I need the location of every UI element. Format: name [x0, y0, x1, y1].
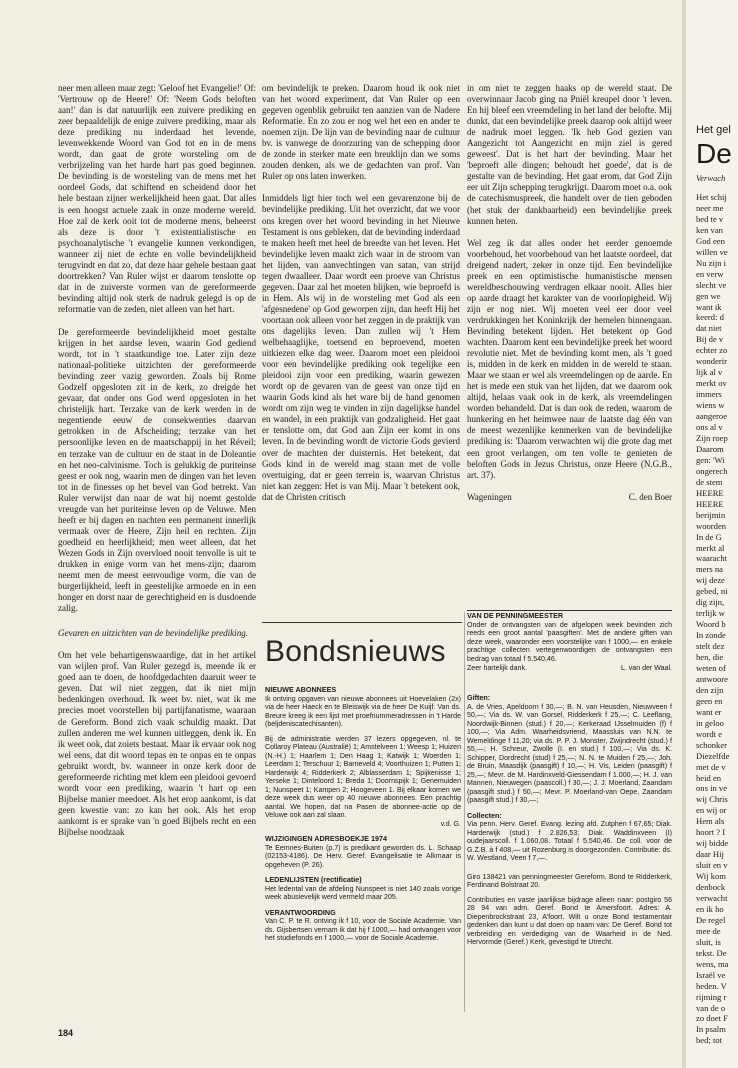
bondsnieuws-column [265, 680, 461, 950]
facing-page-line: want er [696, 706, 722, 717]
news-text: Ik ontving opgaven van nieuwe abonnees uit Hoevelaken (2x) via de heer Haeck en te Bleiswijk via de heer De Kuijf. Van ds. Breure kreeg ik een lijst met proefnummeradressen in 't Harde (beljdeniscatechisanten). [265, 695, 461, 728]
facing-page-line: denbock [696, 882, 726, 893]
facing-page-text [696, 192, 729, 1046]
facing-page-line: keerd: d [696, 312, 724, 323]
penningmeester-header [467, 612, 672, 674]
facing-page-line: In de G [696, 531, 722, 542]
facing-page-line: geen en [696, 695, 723, 706]
facing-page-line: zo doet F [696, 1013, 728, 1024]
news-heading: NIEUWE ABONNEES [265, 685, 337, 694]
facing-page-line: gen: 'Wi [696, 454, 725, 465]
news-text: Onder de ontvangsten van de afgelopen week bevinden zich reeds een groot aantal 'paasgiften'. Met de andere giften van deze week, waaronder een voorstelijke van f 1000,— en enkele prachtige collecten vertegenwoordigen de ontvangsten een bedrag van totaal f 5.540,46. [467, 621, 672, 663]
facing-page-line: Israël ve [696, 969, 726, 980]
article-paragraph: Wel zeg ik dat alles onder het eerder genoemde voorbehoud, het voorbehoud van het laatste oordeel, dat dreigend nadert, zeker in onze tijd. Een bevindelijke preek en een optimistische humanistische mensen wereldbeschouwing verdragen elkaar nooit. Alles hier op aarde draagt het karakter van de voorlopigheid. Wij zijn er nog niet. Wij moeten veel eer door veel verdrukkingen het Koninkrijk der hemelen binnengaan. Bevinding betekent lijden. Het betekent op God wachten. Daarom kent een bevindelijke preek het woord revolutie niet. Met de bevinding komt men, als 't goed is, midden in de kerk en midden in de wereld te staan. Maar we staan er wel als vreemdelingen op de aarde. En het is mede een stuk van het lijden, dat we daarom ook altijd, helaas vaak ook in de kerk, als vreemdelingen worden behandeld. Dat is dan ook de reden, waarom de hunkering en het heimwee naar de laatste dag één van de meest wezenlijke kenmerken van de bevindelijke prediking is: 'Daarom verwachten wij die grote dag met een groot verlangen, om ten volle te genieten de beloften Gods in Jezus Christus, onze Heere (N.G.B., art. 37). [467, 237, 672, 480]
facing-page-line: Daarom [696, 443, 724, 454]
facing-page-line: tekst. De [696, 947, 727, 958]
facing-page-line: HEERE [696, 487, 724, 498]
facing-page-line: in geloo [696, 717, 724, 728]
article-paragraph: Om het vele behartigenswaardige, dat in het artikel van wijlen prof. Van Ruler gezegd is, meende ik er goed aan te doen, de hoofdgedachten daaruit weer te geven. Dat wil niet zeggen, dat ik niet mijn bedenkingen overhoud. Ik weet bv. niet, wat ik me precies moet voorstellen bij partijfanatisme, waaraan de Gereform. Bond zich vaak schuldig maakt. Dat zullen anderen me wel kunnen uitleggen, denk ik. En ik weet ook, dat zoiets bestaat. Maar ik ervaar ook nog wel eens, dat dit woord tepas en te onpas en te onpas gebruikt wordt, bv. wanneer in onze kerk door de gereformeerde richting met klem een pleidooi gevoerd wordt voor een prediking, waarin 't hart op een Bijbelse manier meedoet. Als het erop aankomt, is dat geen kwestie van: zo kan het ook. Als het erop aankomt is er sprake van 'n goed Bijbels recht en een Bijbelse noodzaak [58, 650, 256, 837]
signature-name: C. den Boer [628, 491, 672, 502]
article-column-2 [262, 83, 460, 514]
facing-page-line: merkt ov [696, 378, 727, 389]
facing-page-line: In zonde [696, 630, 726, 641]
news-heading: WIJZIGINGEN ADRESBOEKJE 1974 [265, 834, 387, 843]
facing-page-line: Bij de v [696, 334, 724, 345]
facing-page-line: Diezelfde [696, 750, 730, 761]
facing-page-line: dig zijn, [696, 597, 725, 608]
news-text: Van C. P. te R. ontving ik f 10, voor de Sociale Academie. Van ds. Gijsbertsen vernam ik dat hij f 1000,— had ontvangen voor het studiefonds en f 1000,— voor de Sociale Academie. [265, 918, 461, 942]
facing-page-line: HEERE [696, 498, 724, 509]
page-number: 184 [58, 1028, 74, 1038]
facing-page-line: sluit en v [696, 860, 728, 871]
thanks-text: Zeer hartelijk dank. [467, 665, 527, 672]
facing-page-line: daar Hij [696, 849, 724, 860]
facing-page-line: Het schij [696, 192, 727, 202]
facing-page-line: wij deze [696, 575, 725, 586]
news-heading: Giften: [467, 693, 491, 702]
facing-page-line: ongerech [696, 465, 728, 476]
facing-page-line: en ik ho [696, 903, 724, 914]
facing-page-line: met de v [696, 761, 726, 772]
facing-page-line: de stem [696, 476, 723, 487]
facing-page-line: want ik [696, 301, 722, 312]
facing-page-line: Woord b [696, 619, 726, 630]
facing-page-line: wonderir [696, 356, 728, 367]
article-signature [467, 492, 672, 503]
facing-page-line: In psalm [696, 1024, 726, 1035]
section-title: Bondsnieuws [265, 635, 446, 668]
facing-page-line: heid en [696, 772, 722, 783]
facing-page-kop: Het gel [696, 124, 731, 136]
facing-page-line: hoort ? I [696, 827, 726, 838]
news-text: Giro 138421 van penningmeester Gereform. Bond te Ridderkerk, Ferdinand Bolstraat 20. [467, 873, 672, 889]
article-column-3 [467, 83, 672, 503]
facing-page-subtitle: Verwach [696, 173, 726, 183]
news-heading: VERANTWOORDING [265, 907, 336, 917]
facing-page-line: wiens w [696, 400, 725, 411]
facing-page-line: ken van [696, 224, 723, 235]
facing-page-line: verwacht [696, 893, 728, 903]
news-initials: v.d. G. [440, 820, 461, 828]
article-subheading: Gevaren en uitzichten van de bevindelijke prediking. [58, 628, 248, 639]
facing-page-line: van de o [696, 1002, 726, 1013]
news-text: Bij de administratie werden 37 lezers opgegeven, nl. te Collaroy Plateau (Australië) 1; Amstelveen 1; Weesp 1; Huizen (N.-H.) 1; Haarlem 1; Den Haag 1; Katwijk 1; Woerden 1; Leerdam 1; Terschuur 1; Barneveld 4; Voorthuizen 1; Putten 1; Harderwijk 4; Ridderkerk 2; Alblasserdam 1; Spijkenisse 1; Yerseke 1; Dinteloord 1; Breda 1; Doornspijk 1; Genemuiden 1; Nunspeet 1; Kampen 2; Hoogeveen 1. Bij elkaar komen we deze week dus weer op 40 nieuwe abonnees. Een prachtig aantal. We hopen, dat na Pasen de abonnee-actie op de Veluwe ook aan zal slaan. [265, 735, 461, 819]
facing-page-line: gen we [696, 290, 721, 301]
facing-page-line: schonker [696, 739, 728, 750]
facing-page-line: wordt e [696, 728, 723, 739]
facing-page-line: dat niet [696, 323, 722, 334]
facing-page-line: aangeroe [696, 411, 728, 422]
facing-page-line: terlijk w [696, 608, 725, 619]
facing-page-line: ons in ve [696, 783, 728, 794]
facing-page-line: hen, die [696, 652, 724, 663]
facing-page-line: heden. V [696, 980, 727, 991]
facing-page-line: bed te v [696, 213, 724, 224]
facing-page-line: Zijn roep [696, 432, 728, 443]
facing-page-line: wij Chris [696, 794, 728, 805]
facing-page-line: antwoore [696, 673, 728, 684]
news-text: Via penn. Herv. Geref. Evang. lezing afd. Zutphen f 67,65; Diak. Harderwijk (stud.) f 2.826,53; Diak. Waddinxveen (I) oudejaarscoll. f 1.060,08. Totaal f 5.540,46. De coll. voor de G.Z.B. à f 408,— uit Rozenburg is doorgezonden. Contributie: ds. W. Westland, Veen f 7,—. [467, 821, 672, 862]
facing-page-line: lijk al v [696, 367, 723, 378]
facing-page-line: stelt dez [696, 641, 725, 652]
news-heading: Collecten: [467, 810, 502, 820]
signature-place: Wageningen [467, 491, 512, 502]
facing-page-line: merkt al [696, 542, 725, 553]
facing-page-line: immers [696, 389, 722, 400]
facing-page-line: neer me [696, 202, 724, 213]
facing-page-line: wij bidde [696, 838, 729, 849]
facing-page-line: en verw [696, 268, 724, 279]
divider [262, 622, 462, 623]
signed-text: L. van der Waal. [620, 665, 672, 672]
facing-page-line: ons al v [696, 422, 723, 433]
facing-page-line: sluit, is [696, 936, 721, 947]
facing-page-line: berijmin [696, 509, 726, 520]
news-text: Te Eemnes-Buiten (p.7) is predikant geworden ds. L. Schaap (02153-4186). De Herv. Geref. Evangelisatie te Alkmaar is opgeheven (P. 26). [265, 844, 461, 869]
facing-page-line: mee de [696, 925, 721, 936]
facing-page-line: woorden [696, 520, 727, 531]
article-paragraph: om bevindelijk te preken. Daarom houd ik ook niet van het woord experiment, dat Van Ruler op een gegeven ogenblik gebruikt ten aanzien van de Nadere Reformatie. En zo zou er nog wel het een en ander te noemen zijn. De lijn van de bevinding naar de cultuur bv. is vanwege de doorzuring van de schepping door de zonde in sterker mate een breuklijn dan we soms zouden denken, als we de gedachten van prof. Van Ruler op ons laten inwerken. [262, 83, 460, 182]
facing-page-line: Hem als [696, 816, 725, 827]
facing-page-line: slecht ve [696, 279, 727, 290]
facing-page-line: waaracht [696, 553, 728, 564]
facing-page-line: weten of [696, 662, 726, 673]
article-paragraph: Inmiddels ligt hier toch wel een gevarenzone bij de bevindelijke prediking. Uit het overzicht, dat we voor ons kregen over het woord bevinding in het Nieuwe Testament is ons gebleken, dat de bevinding inderdaad te maken heeft met heel de breedte van het leven. Het bevindelijke leven maakt zich waar in de stroom van het lijden, van aanvechtingen van satan, van strijd tegen dwaalleer. Daar wordt een proeve van Christus gegeven. Daar zal het moeten blijken, wie beproefd is in Hem. Als wij in de worsteling met God als een 'afgesnedene' op God geworpen zijn, dan heeft Hij het voortaan ook alleen voor het zeggen in de praktijk van ons dagelijks leven. Dan zullen wij 't Hem welbehaaglijke, toetsend en beproevend, moeten uitkiezen elke dag weer. Daarom moet een pleidooi voor een bevindelijke prediking ook tegelijke een pleidooi zijn voor een prediking, waarin gewezen wordt op de gevaren van de geest van onze tijd en waarin Gods kind als het ware bij de hand genomen wordt om zijn weg te vinden in zijn dagelijkse handel en wandel, in een praktijk van godzaligheid. Het gaat er tenslotte om, dat God aan Zijn eer komt in ons leven. In de bevinding wordt de victorie Gods gevierd over de machten der duisternis. Het betekent, dat Gods kind in de wereld mag staan met de volle overtuiging, dat er geen terrein is, waarvan Christus niet kan zeggen: Het is van Mij. Maar 't betekent ook, dat de Christen critisch [262, 193, 460, 502]
news-text: Contributies en vaste jaarlijkse bijdrage alleen naar: postgiro 56 28 94 van adm. Geref. Bond te Amersfoort. Adres: A. Diepenbrockstraat 23, A'foort. Wilt u onze Bond testamentair gedenken dan kunt u dat doen op naam van: De Geref. Bond tot verbreiding en verdediging van de Waarheid in de Ned. Hervormde (Geref.) Kerk, gevestigd te Utrecht. [467, 896, 672, 946]
facing-page-line: wens, ma [696, 958, 729, 969]
news-heading: LEDENLIJSTEN (rectificatie) [265, 875, 362, 884]
article-paragraph: De gereformeerde bevindelijkheid moet gestalte krijgen in het aardse leven, waarin God gediend wordt, tot in 't staatkundige toe. Later zijn deze nationaal-politieke uitzichten der gereformeerde bevinding zeer vazig geworden. Zoals bij Rome Godzelf opgesloten zit in de kerk, zo dreigde het gevaar, dat onder ons God werd opgesloten in het christelijk hart. Terzake van de kerk werden in de negentiende eeuw de consekwenties daarvan getrokken in de Afscheiding; terzake van het persoonlijke leven en de maatschappij in het Réveil; en terzake van de cultuur en de staat in de Doleantie en het neo-calvinisme. Toch is gelukkig de puriteinse geest er ook nog, waarin men de dingen van het leven tot in de finesses op het bevel van God betrekt. Van Ruler verwijst dan naar de wat hij noemt gestolde vreugde van het puriteinse leven op de Veluwe. Men heeft er bij dagen en nachten een permanent innerlijk vermaak over de Heere, Zijn heil en rechten. Zijn goedheid en heerlijkheid; men weet alleen, dat het Wezen Gods in Zijn overvloed nooit tenvolle is uit te drukken in enige vorm van het mens-zijn; daarom neemt men de meest eenvoudige vorm, die van de burgerlijkheid, leeft in geestelijke armoede en in een honger en dorst naar de gerechtigheid en is dusdoende zalig. [58, 326, 256, 614]
news-text: Het ledental van de afdeling Nunspeet is niet 140 zoals vorige week abusievelijk werd vermeld maar 205. [265, 885, 461, 901]
facing-page-line: rijming r [696, 991, 727, 1002]
article-column-1 [58, 83, 256, 849]
column-divider [464, 612, 465, 1012]
article-paragraph: neer men alleen maar zegt: 'Geloof het Evangelie!' Of: 'Vertrouw op de Heere!' Of: 'Neem Gods beloften aan!' dan is dat natuurlijk een zuivere prediking en zeer bepaaldelijk de enige zuivere prediking, maar als deze prediking nu inderdaad het levende, levenwekkende Woord van God tot en in de mens wordt, dan gaat de grote worsteling om de verbrijzeling van het harde hart pas goed beginnen. De bevinding is de worsteling van de mens met het oordeel Gods, dat schiftend en scheidend door het hele bestaan zijner werkelijkheid heen gaat. Dat alles is een hoogst actuele zaak in onze moderne wereld. Hoe zal de kerk ooit tot de moderne mens, beheerst als deze is door 't existentialistische en psychoanalytische 't evangelie kunnen verkondigen, wanneer zij niet de echte en volle bevindelijkheid terugvindt en dat zo, dat deze haar gehele bestaan gaat doortrekken? Van Ruler wijst er daarom tenslotte op dat in de zuiverste vormen van de gereformeerde bevinding altijd ook sterk de nadruk gelegd is op de reformatie van de zeden, niet alleen van het hart. [58, 83, 256, 314]
facing-page-line: mers na [696, 564, 723, 575]
facing-page-line: God een [696, 235, 725, 246]
news-text: A. de Vries, Apeldoorn f 30,—; B. N. van Heusden, Nieuwveen f 50,—; Via ds. W. van Gorsel, Ridderkerk f 25,—; C. Leeflang, Noordwijk-Binnen (stud.) f 20,—; Kerkeraad IJsselmuiden (f) f 100,—; Via Adm. Waarheidsvriend, Maassluis van N.N. te Wemeldinge f 11,20; via ds. P. P. J. Monster, Zwijndrecht (stud.) f 55,—; H. Schreur, Zwolle (I. en stud.) f 100,—; Via ds. K. Schipper, Dordrecht (stud) f 25,—; N. N. te Muiden f 25,—; Joh. de Bruin, Maasdijk (paasgift) f 10,—; H. Vis, Leiden (paasgift) f 25,—; Mevr. de M. Hardinxveld-Giessendam f 1.000,—; H. J. van Mannen, Nieuwegen (paascoll.) f 30,—; J. J. Moerland, Zaandam (paasgift stud.) f 50,—; Mevr. P. Moerland-van Oepe, Zaandam (paasgift stud.) f 30,—; [467, 703, 672, 804]
facing-page-line: bed; tot [696, 1035, 723, 1046]
penningmeester-column [467, 688, 672, 954]
news-heading: VAN DE PENNINGMEESTER [467, 611, 564, 620]
facing-page-line: Wij kom [696, 871, 726, 882]
facing-page-line: Nu zijn i [696, 257, 727, 268]
facing-page-line: willen ve [696, 246, 728, 257]
facing-page-title: De [696, 138, 732, 169]
facing-page [686, 0, 738, 1068]
thanks-line [467, 665, 672, 674]
facing-page-line: den zijn [696, 684, 724, 695]
facing-page-line: De regel [696, 914, 726, 925]
facing-page-line: gebed, ni [696, 586, 728, 597]
facing-page-line: en wij or [696, 805, 727, 816]
article-paragraph: in om niet te zeggen haaks op de wereld staat. De overwinnaar Jacob ging na Pniël kreupel door 't leven. En hij bleef een vreemdeling in het land der belofte. Mij dunkt, dat een bevindelijke preek daarop ook altijd weer de nadruk moet leggen. 'Ik heb God gezien van Aangezicht tot Aangezicht en mijn ziel is gered geweest'. Dat is het hart der bevinding. Maar het 'beproeft alle dingen; behoudt het goede', dat is de gestalte van de bevinding. Het gaat erom, dat God Zijn eer uit Zijn schepping terugkrijgt. Daarom moet o.a. ook de catechismuspreek, die handelt over de tien geboden (het stuk der dankbaarheid) een bevindelijke preek kunnen heten. [467, 83, 672, 226]
facing-page-line: echter zo [696, 345, 728, 356]
